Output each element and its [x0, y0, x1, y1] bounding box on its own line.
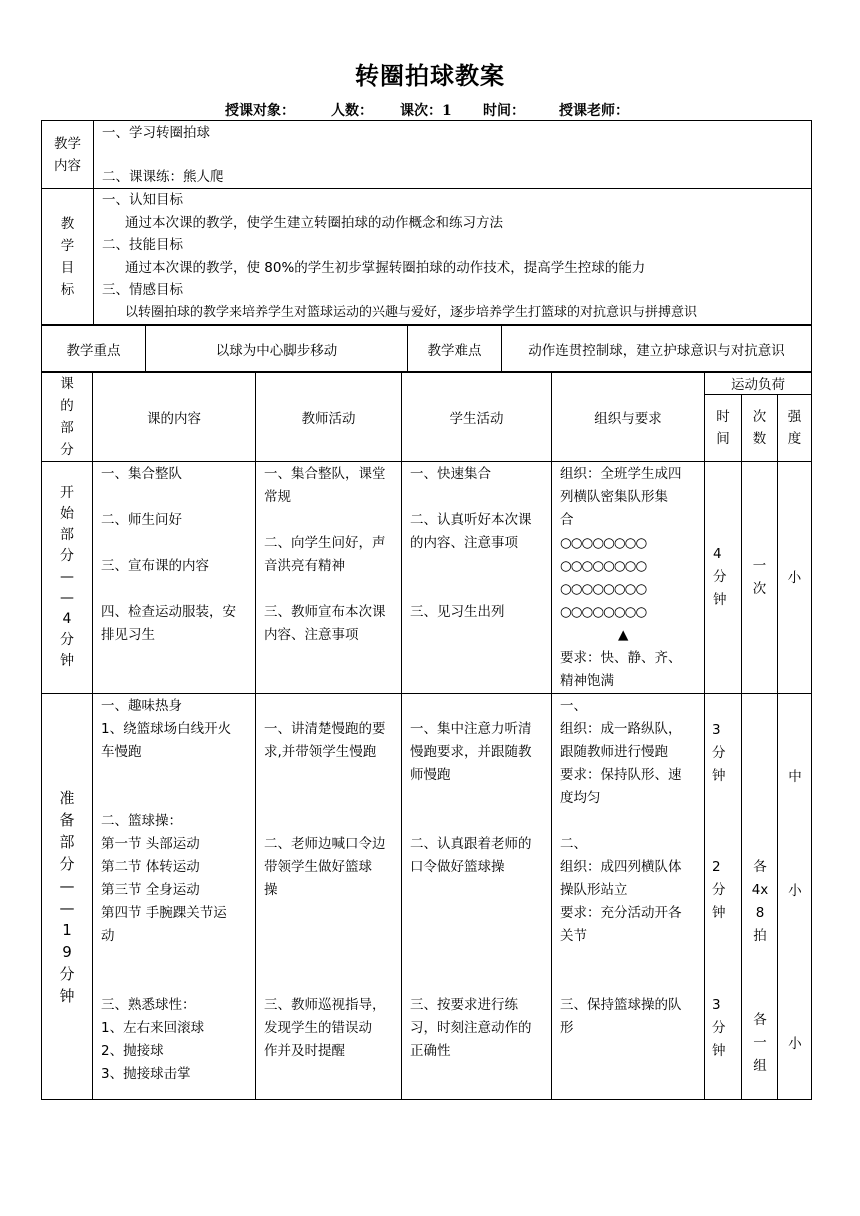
text-line: 二、师生问好	[101, 512, 182, 528]
count-label: 人数：	[331, 103, 373, 119]
lesson-table	[41, 371, 812, 1100]
text-line	[560, 810, 704, 833]
section2-time	[705, 694, 742, 1100]
key-point-value: 以球为中心脚步移动	[146, 325, 408, 373]
text-line: 一、集中注意力听清	[410, 721, 532, 737]
text-line: 习，时刻注意动作的	[410, 1020, 532, 1036]
formation-row: ○○○○○○○○	[560, 558, 647, 574]
text-line: 慢跑要求，并跟随教	[410, 744, 532, 760]
section2-times-2: 各 4x 8 拍	[751, 859, 769, 944]
text-line: 第三节 全身运动	[101, 882, 200, 898]
text-line: 一、讲清楚慢跑的要	[264, 721, 386, 737]
text-line	[264, 764, 401, 787]
header-content: 课的内容	[93, 372, 256, 462]
text-line: 第一节 头部运动	[101, 836, 200, 852]
text-line	[101, 971, 255, 994]
lesson-info-line	[0, 100, 860, 118]
formation-row: ○○○○○○○○	[560, 604, 647, 620]
text-line: 一、快速集合	[410, 466, 491, 482]
text-line: 动	[101, 928, 115, 944]
section2-student	[402, 694, 552, 1100]
text-line: 合	[560, 512, 574, 528]
section2-intensity	[778, 694, 812, 1100]
content-cell	[94, 121, 812, 189]
section2-part: 准 备 部 分 — — 1 9 分 钟	[42, 694, 93, 1100]
text-line: 1、左右来回滚球	[101, 1020, 205, 1036]
text-line	[101, 787, 255, 810]
section2-time-2: 2 分 钟	[712, 859, 726, 921]
text-line: 度均匀	[560, 790, 601, 806]
text-line: 操队形站立	[560, 882, 628, 898]
text-line: 1、绕篮球场白线开火	[101, 721, 232, 737]
lesson-number-label: 课次：1	[400, 103, 452, 119]
text-line: 带领学生做好篮球	[264, 859, 372, 875]
text-line	[560, 971, 704, 994]
text-line: 操	[264, 882, 278, 898]
text-line: 一、趣味热身	[101, 698, 182, 714]
text-line: 四、检查运动服装，安	[101, 604, 236, 620]
teacher-label: 授课老师：	[559, 103, 629, 119]
page-title: 转圈拍球教案	[355, 62, 505, 90]
text-line	[101, 486, 255, 509]
text-line: 跟随教师进行慢跑	[560, 744, 668, 760]
objectives-label: 教 学 目 标	[42, 189, 94, 326]
text-line	[410, 810, 551, 833]
objectives-cell	[94, 189, 812, 326]
text-line	[410, 879, 551, 902]
text-line: 师慢跑	[410, 767, 451, 783]
text-line: 音洪亮有精神	[264, 558, 345, 574]
formation-row: ○○○○○○○○	[560, 535, 647, 551]
section2-teacher	[256, 694, 402, 1100]
formation-row: ○○○○○○○○	[560, 581, 647, 597]
text-line	[410, 486, 551, 509]
text-line: 三、见习生出列	[410, 604, 505, 620]
text-line	[264, 902, 401, 925]
text-line: 排见习生	[101, 627, 155, 643]
text-line: 三、熟悉球性：	[101, 997, 196, 1013]
target-label: 授课对象：	[225, 103, 295, 119]
difficulty-value: 动作连贯控制球，建立护球意识与对抗意识	[502, 325, 812, 373]
text-line	[410, 695, 551, 718]
section1-organization	[552, 462, 705, 694]
header-intensity: 强 度	[778, 395, 812, 462]
difficulty-label: 教学难点	[408, 325, 502, 373]
text-line: 二、认真听好本次课	[410, 512, 532, 528]
text-line: 关节	[560, 928, 587, 944]
objective-line: 三、情感目标	[102, 282, 183, 298]
text-line	[410, 787, 551, 810]
header-teacher: 教师活动	[256, 372, 402, 462]
header-part: 课 的 部 分	[42, 372, 93, 462]
text-line: 第二节 体转运动	[101, 859, 200, 875]
header-student: 学生活动	[402, 372, 552, 462]
section2-intensity-3: 小	[788, 1036, 802, 1052]
text-line: 二、认真跟着老师的	[410, 836, 532, 852]
text-line: 三、宣布课的内容	[101, 558, 209, 574]
text-line: 形	[560, 1020, 574, 1036]
text-line: 口令做好篮球操	[410, 859, 505, 875]
text-line	[410, 578, 551, 601]
time-label: 时间：	[483, 103, 525, 119]
header-times: 次 数	[742, 395, 778, 462]
section2-organization	[552, 694, 705, 1100]
text-line	[101, 532, 255, 555]
text-line	[560, 948, 704, 971]
text-line	[264, 948, 401, 971]
section1-student	[402, 462, 552, 694]
focus-table	[41, 324, 812, 373]
section1-content	[93, 462, 256, 694]
text-line	[264, 509, 401, 532]
text-line: 内容、注意事项	[264, 627, 359, 643]
section2-intensity-2: 小	[788, 883, 802, 899]
text-line	[101, 948, 255, 971]
content-line-1: 一、学习转圈拍球	[102, 125, 210, 141]
section1-teacher	[256, 462, 402, 694]
text-line	[101, 764, 255, 787]
section2-content	[93, 694, 256, 1100]
text-line: 二、向学生问好，声	[264, 535, 386, 551]
header-organization: 组织与要求	[552, 372, 705, 462]
objective-line: 一、认知目标	[102, 192, 183, 208]
section1-times: 一 次	[742, 462, 778, 694]
section2-times	[742, 694, 778, 1100]
text-line: 一、	[560, 698, 587, 714]
text-line: 二、老师边喊口令边	[264, 836, 386, 852]
section1-part: 开 始 部 分 — — 4 分 钟	[42, 462, 93, 694]
text-line: 组织：成一路纵队，	[560, 721, 682, 737]
text-line: 三、教师巡视指导，	[264, 997, 386, 1013]
text-line: 2、抛接球	[101, 1043, 164, 1059]
text-line: 常规	[264, 489, 291, 505]
text-line	[410, 971, 551, 994]
text-line	[101, 578, 255, 601]
text-line: 精神饱满	[560, 673, 614, 689]
text-line: 发现学生的错误动	[264, 1020, 372, 1036]
text-line: 组织：成四列横队体	[560, 859, 682, 875]
objective-line: 以转圈拍球的教学来培养学生对篮球运动的兴趣与爱好，逐步培养学生打篮球的对抗意识与拼搏意识	[125, 304, 698, 320]
text-line: 要求：快、静、齐、	[560, 650, 682, 666]
text-line	[264, 695, 401, 718]
text-line: 作并及时提醒	[264, 1043, 345, 1059]
text-line: 一、集合整队，课堂	[264, 466, 386, 482]
text-line	[410, 555, 551, 578]
section2-time-1: 3 分 钟	[712, 722, 726, 784]
objective-line: 二、技能目标	[102, 237, 183, 253]
text-line	[264, 810, 401, 833]
text-line: 3、抛接球击掌	[101, 1066, 191, 1082]
objective-line: 通过本次课的教学，使 80%的学生初步掌握转圈拍球的动作技术，提高学生控球的能力	[125, 259, 646, 276]
objective-line: 通过本次课的教学，使学生建立转圈拍球的动作概念和练习方法	[125, 214, 503, 231]
key-point-label: 教学重点	[42, 325, 146, 373]
section2-time-3: 3 分 钟	[712, 997, 726, 1059]
text-line: 三、按要求进行练	[410, 997, 518, 1013]
header-load: 运动负荷	[705, 372, 812, 395]
text-line: 二、篮球操：	[101, 813, 182, 829]
text-line	[410, 902, 551, 925]
header-time: 时 间	[705, 395, 742, 462]
text-line: 列横队密集队形集	[560, 489, 668, 505]
text-line	[264, 971, 401, 994]
text-line: 三、保持篮球操的队	[560, 997, 682, 1013]
text-line: 三、教师宣布本次课	[264, 604, 386, 620]
text-line	[264, 578, 401, 601]
text-line: 组织：全班学生成四	[560, 466, 682, 482]
section1-time: 4 分 钟	[705, 462, 742, 694]
text-line: 车慢跑	[101, 744, 142, 760]
text-line	[264, 925, 401, 948]
section2-times-3: 各 一 组	[753, 1012, 767, 1074]
text-line: 求,并带领学生慢跑	[264, 744, 377, 760]
content-line-2: 二、课课练：熊人爬	[102, 169, 224, 185]
text-line: 要求：充分活动开各	[560, 905, 682, 921]
objectives-table	[41, 120, 812, 326]
text-line: 的内容、注意事项	[410, 535, 518, 551]
text-line: 二、	[560, 836, 587, 852]
text-line: 第四节 手腕踝关节运	[101, 905, 227, 921]
teacher-position-marker: ▲	[618, 627, 629, 643]
section2-intensity-1: 中	[788, 769, 802, 785]
content-label: 教学 内容	[42, 121, 94, 189]
text-line: 一、集合整队	[101, 466, 182, 482]
text-line: 正确性	[410, 1043, 451, 1059]
text-line	[264, 787, 401, 810]
text-line: 要求：保持队形、速	[560, 767, 682, 783]
text-line	[410, 948, 551, 971]
text-line	[410, 925, 551, 948]
section1-intensity: 小	[778, 462, 812, 694]
